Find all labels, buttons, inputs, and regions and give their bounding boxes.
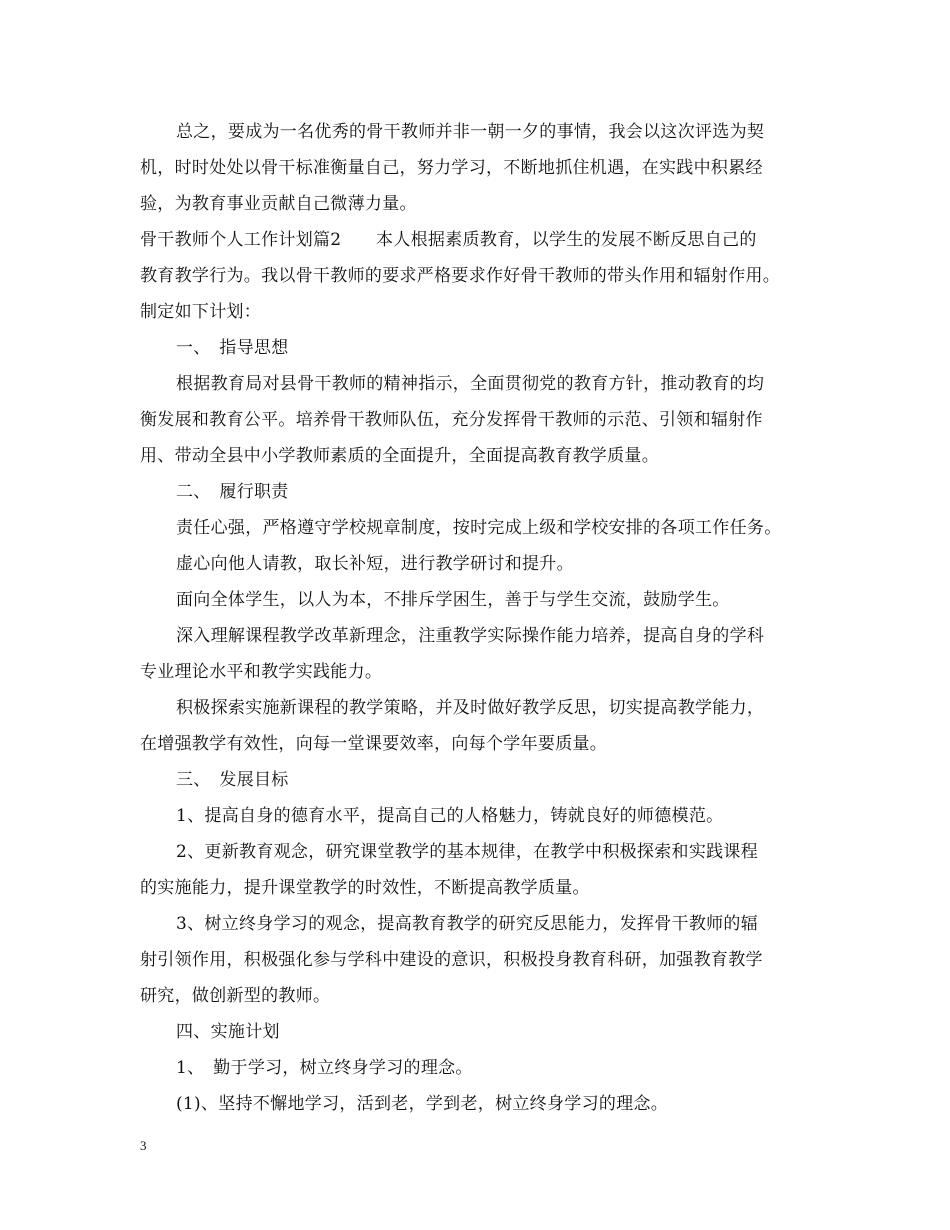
text-line: 面向全体学生，以人为本，不排斥学困生，善于与学生交流，鼓励学生。: [176, 590, 730, 610]
section-heading: 二、 履行职责: [176, 482, 289, 502]
text-line: 虚心向他人请教，取长补短，进行教学研讨和提升。: [176, 554, 574, 574]
text-line: 1、 勤于学习，树立终身学习的理念。: [176, 1058, 473, 1078]
text-line: 总之，要成为一名优秀的骨干教师并非一朝一夕的事情，我会以这次评选为契: [176, 122, 765, 142]
text-line: 深入理解课程教学改革新理念，注重教学实际操作能力培养，提高自身的学科: [176, 626, 765, 646]
text-line: 制定如下计划：: [140, 302, 262, 322]
section-heading: 一、 指导思想: [176, 338, 289, 358]
text-line: 积极探索实施新课程的教学策略，并及时做好教学反思，切实提高教学能力，: [176, 698, 765, 718]
text-line: 验，为教育事业贡献自己微薄力量。: [140, 194, 417, 214]
text-line: 射引领作用，积极强化参与学科中建设的意识，积极投身教育科研，加强教育教学: [140, 950, 763, 970]
text-line: 专业理论水平和教学实践能力。: [140, 662, 383, 682]
text-line: 的实施能力，提升课堂教学的时效性，不断提高教学质量。: [140, 878, 590, 898]
section-heading: 四、实施计划: [176, 1022, 280, 1042]
text-line: 机，时时处处以骨干标准衡量自己，努力学习，不断地抓住机遇，在实践中积累经: [140, 158, 763, 178]
text-line: 在增强教学有效性，向每一堂课要效率，向每个学年要质量。: [140, 734, 608, 754]
text-line: 根据教育局对县骨干教师的精神指示，全面贯彻党的教育方针，推动教育的均: [176, 374, 765, 394]
text-line: 骨干教师个人工作计划篇2 本人根据素质教育，以学生的发展不断反思自己的: [140, 230, 757, 250]
text-line: 研究，做创新型的教师。: [140, 986, 331, 1006]
text-line: 2、更新教育观念，研究课堂教学的基本规律，在教学中积极探索和实践课程: [176, 842, 759, 862]
text-line: 责任心强，严格遵守学校规章制度，按时完成上级和学校安排的各项工作任务。: [176, 518, 782, 538]
text-line: (1)、坚持不懈地学习，活到老，学到老，树立终身学习的理念。: [176, 1094, 669, 1114]
text-line: 衡发展和教育公平。培养骨干教师队伍，充分发挥骨干教师的示范、引领和辐射作: [140, 410, 763, 430]
text-line: 教育教学行为。我以骨干教师的要求严格要求作好骨干教师的带头作用和辐射作用。: [140, 266, 781, 286]
text-line: 3、树立终身学习的观念，提高教育教学的研究反思能力，发挥骨干教师的辐: [176, 914, 759, 934]
text-line: 用、带动全县中小学教师素质的全面提升，全面提高教育教学质量。: [140, 446, 659, 466]
text-line: 1、提高自身的德育水平，提高自己的人格魅力，铸就良好的师德模范。: [176, 806, 724, 826]
page-number: 3: [140, 1138, 147, 1153]
section-heading: 三、 发展目标: [176, 770, 289, 790]
